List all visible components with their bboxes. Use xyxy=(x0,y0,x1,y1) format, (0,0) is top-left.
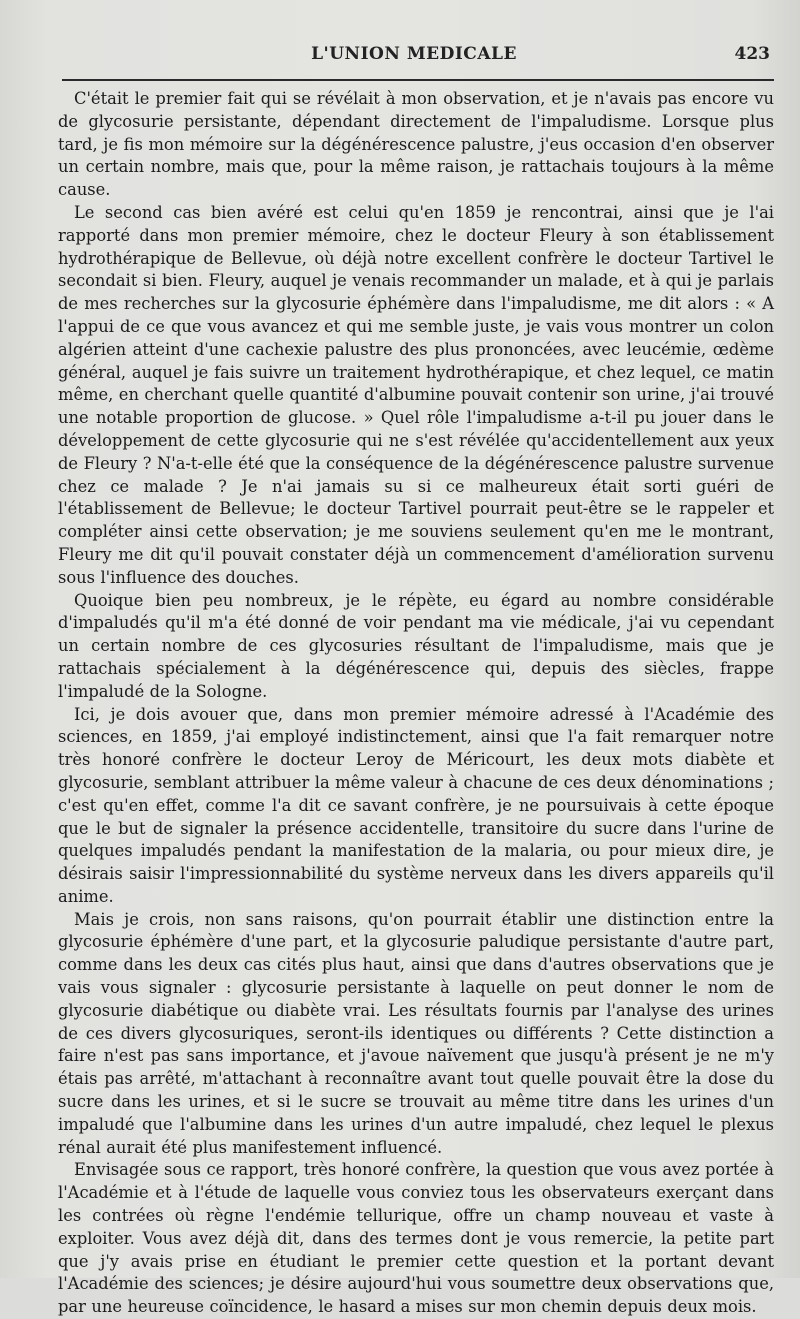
paragraph: Envisagée sous ce rapport, très honoré confrère, la question que vous avez portée à l'Académie et à l'étude de laquelle vous conviez tous les observateurs exerçant dans les contrées où règne l'endémie tellurique, offre un champ nouveau et vaste à exploiter. Vous avez déjà dit, dans des termes dont je vous remercie, la petite part que j'y avais prise en étudiant le premier cette question et la portant devant l'Académie des sciences; je désire aujourd'hui vous soumettre deux observations que, par une heureuse coïncidence, le hasard a mises sur mon chemin depuis deux mois. xyxy=(58,1160,774,1317)
body-text xyxy=(58,88,774,1319)
page-number: 423 xyxy=(734,44,770,64)
paragraph: Quoique bien peu nombreux, je le répète, eu égard au nombre considérable d'impaludés qu'il m'a été donné de voir pendant ma vie médicale, j'ai vu cependant un certain nombre de ces glycosuries résultant de l'impaludisme, mais que je rattachais spécialement à la dégénérescence qui, depuis des siècles, frappe l'impaludé de la Sologne. xyxy=(58,590,774,701)
header-rule xyxy=(62,79,774,81)
paragraph: C'était le premier fait qui se révélait à mon observation, et je n'avais pas encore vu de glycosurie persistante, dépendant directement de l'impaludisme. Lorsque plus tard, je fis mon mémoire sur la dégénérescence palustre, j'eus occasion d'en observer un certain nombre, mais que, pour la même raison, je rattachais toujours à la même cause. xyxy=(58,89,774,200)
running-title: L'UNION MEDICALE xyxy=(311,44,517,64)
page-header xyxy=(58,44,770,74)
paragraph: Le second cas bien avéré est celui qu'en 1859 je rencontrai, ainsi que je l'ai rapporté dans mon premier mémoire, chez le docteur Fleury à son établissement hydrothérapique de Bellevue, où déjà notre excellent confrère le docteur Tartivel le secondait si bien. Fleury, auquel je venais recommander un malade, et à qui je parlais de mes recherches sur la glycosurie éphémère dans l'impaludisme, me dit alors : « A l'appui de ce que vous avancez et qui me semble juste, je vais vous montrer un colon algérien atteint d'une cachexie palustre des plus prononcées, avec leucémie, œdème général, auquel je fais suivre un traitement hydrothérapique, et chez lequel, ce matin même, en cherchant quelle quantité d'albumine pouvait contenir son urine, j'ai trouvé une notable proportion de glucose. » Quel rôle l'impaludisme a-t-il pu jouer dans le développement de cette glycosurie qui ne s'est révélée qu'accidentellement aux yeux de Fleury ? N'a-t-elle été que la conséquence de la dégénérescence palustre survenue chez ce malade ? Je n'ai jamais su si ce malheureux était sorti guéri de l'établissement de Bellevue; le docteur Tartivel pourrait peut-être se le rappeler et compléter ainsi cette observation; je me souviens seulement qu'en me le montrant, Fleury me dit qu'il pouvait constater déjà un commencement d'amélioration survenu sous l'influence des douches. xyxy=(58,202,774,587)
paragraph: Mais je crois, non sans raisons, qu'on pourrait établir une distinction entre la glycosurie éphémère d'une part, et la glycosurie paludique persistante d'autre part, comme dans les deux cas cités plus haut, ainsi que dans d'autres observations que je vais vous signaler : glycosurie persistante à laquelle on peut donner le nom de glycosurie diabétique ou diabète vrai. Les résultats fournis par l'analyse des urines de ces divers glycosuriques, seront-ils identiques ou différents ? Cette distinction a faire n'est pas sans importance, et j'avoue naïvement que jusqu'à présent je ne m'y étais pas arrêté, m'attachant à reconnaître avant tout quelle pouvait être la dose du sucre dans les urines, et si le sucre se trouvait au même titre dans les urines d'un impaludé que l'albumine dans les urines d'un autre impaludé, chez lequel le plexus rénal aurait été plus manifestement influencé. xyxy=(58,909,774,1157)
paragraph: Ici, je dois avouer que, dans mon premier mémoire adressé à l'Académie des sciences, en 1859, j'ai employé indistinctement, ainsi que l'a fait remarquer notre très honoré confrère le docteur Leroy de Méricourt, les deux mots diabète et glycosurie, semblant attribuer la même valeur à chacune de ces deux dénominations ; c'est qu'en effet, comme l'a dit ce savant confrère, je ne poursuivais à cette époque que le but de signaler la présence accidentelle, transitoire du sucre dans l'urine de quelques impaludés pendant la manifestation de la malaria, ou pour mieux dire, je désirais saisir l'impressionnabilité du système nerveux dans les divers appareils qu'il anime. xyxy=(58,704,774,906)
